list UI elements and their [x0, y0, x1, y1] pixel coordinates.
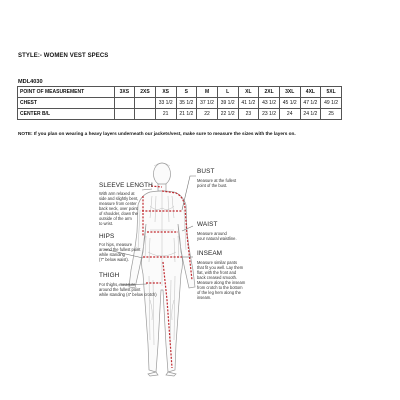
table-cell: 39 1/2	[217, 98, 238, 109]
table-cell: 45 1/2	[279, 98, 300, 109]
table-cell: 23 1/2	[259, 109, 280, 120]
thigh-title: THIGH	[99, 272, 120, 279]
callout-line: side and slightly bent,	[99, 196, 139, 201]
table-cell: 24 1/2	[300, 109, 321, 120]
style-title: STYLE:- WOMEN VEST SPECS	[18, 53, 109, 59]
callout-line: your natural waistline.	[197, 236, 237, 241]
size-header: 5XL	[321, 87, 342, 98]
callout-line: of the leg hem along the	[197, 290, 241, 295]
callout-line: point of the bust.	[197, 183, 228, 188]
callout-line: while standing (4" below crotch)	[99, 292, 157, 297]
callout-line: Measure along the inseam	[197, 280, 246, 285]
size-header: XS	[155, 87, 176, 98]
table-cell: 49 1/2	[321, 98, 342, 109]
callout-line: inseam.	[197, 295, 212, 300]
sleeve-length-title: SLEEVE LENGTH	[99, 182, 153, 189]
row-label: CENTER B/L	[18, 109, 115, 120]
size-header: 2XL	[259, 87, 280, 98]
callout-line: (7" below waist).	[99, 257, 129, 262]
callout-line: of shoulder, down the	[99, 211, 138, 216]
callout-line: back neck, over point	[99, 206, 138, 211]
table-cell: 22	[197, 109, 218, 120]
size-header: 3XL	[279, 87, 300, 98]
callout-line: from crotch to the bottom	[197, 285, 243, 290]
layering-note: NOTE: If you plan on wearing a heavy layers underneath our jackets/vest, make sure to measure the sizes with the layers on.	[18, 131, 296, 136]
callout-line: flat, with the front and	[197, 270, 237, 275]
size-header: S	[176, 87, 197, 98]
table-cell: 25	[321, 109, 342, 120]
callout-line: back creased smooth.	[197, 275, 238, 280]
bust-title: BUST	[197, 168, 215, 175]
callout-line: around the fullest point	[99, 287, 141, 292]
waist-title: WAIST	[197, 221, 218, 228]
model-number: MDL4030	[18, 79, 43, 85]
size-header: L	[217, 87, 238, 98]
size-header: XL	[238, 87, 259, 98]
callout-line: while standing	[99, 252, 125, 257]
callout-line: measure from center	[99, 201, 137, 206]
waist-callout	[197, 221, 237, 241]
table-cell: 35 1/2	[176, 98, 197, 109]
table-cell: 41 1/2	[238, 98, 259, 109]
callout-line: Measure similar pants	[197, 260, 238, 265]
table-cell: 24	[279, 109, 300, 120]
table-cell: 47 1/2	[300, 98, 321, 109]
inseam-callout	[197, 250, 246, 300]
table-cell: 23	[238, 109, 259, 120]
table-cell: 22 1/2	[217, 109, 238, 120]
callout-line: For thighs, measure	[99, 282, 136, 287]
size-header: 3XS	[114, 87, 135, 98]
table-cell: 33 1/2	[155, 98, 176, 109]
inseam-title: INSEAM	[197, 250, 223, 257]
callout-line: For hips, measure	[99, 242, 132, 247]
table-cell: 37 1/2	[197, 98, 218, 109]
bust-callout	[197, 168, 237, 188]
callout-line: to wrist.	[99, 221, 114, 226]
callout-line: around the fullest point	[99, 247, 141, 252]
table-cell: 21	[155, 109, 176, 120]
size-header: 4XL	[300, 87, 321, 98]
callout-line: that fit you well. Lay them	[197, 265, 244, 270]
table-cell: 21 1/2	[176, 109, 197, 120]
header-point-of-measurement: POINT OF MEASUREMENT	[18, 87, 115, 98]
callout-line: With arm relaxed at	[99, 191, 135, 196]
hips-title: HIPS	[99, 233, 115, 240]
size-header: M	[197, 87, 218, 98]
table-cell: 43 1/2	[259, 98, 280, 109]
callout-line: outside of the arm	[99, 216, 132, 221]
callout-line: Measure around	[197, 231, 227, 236]
row-label: CHEST	[18, 98, 115, 109]
size-header: 2XS	[135, 87, 156, 98]
callout-line: Measure at the fullest	[197, 178, 237, 183]
